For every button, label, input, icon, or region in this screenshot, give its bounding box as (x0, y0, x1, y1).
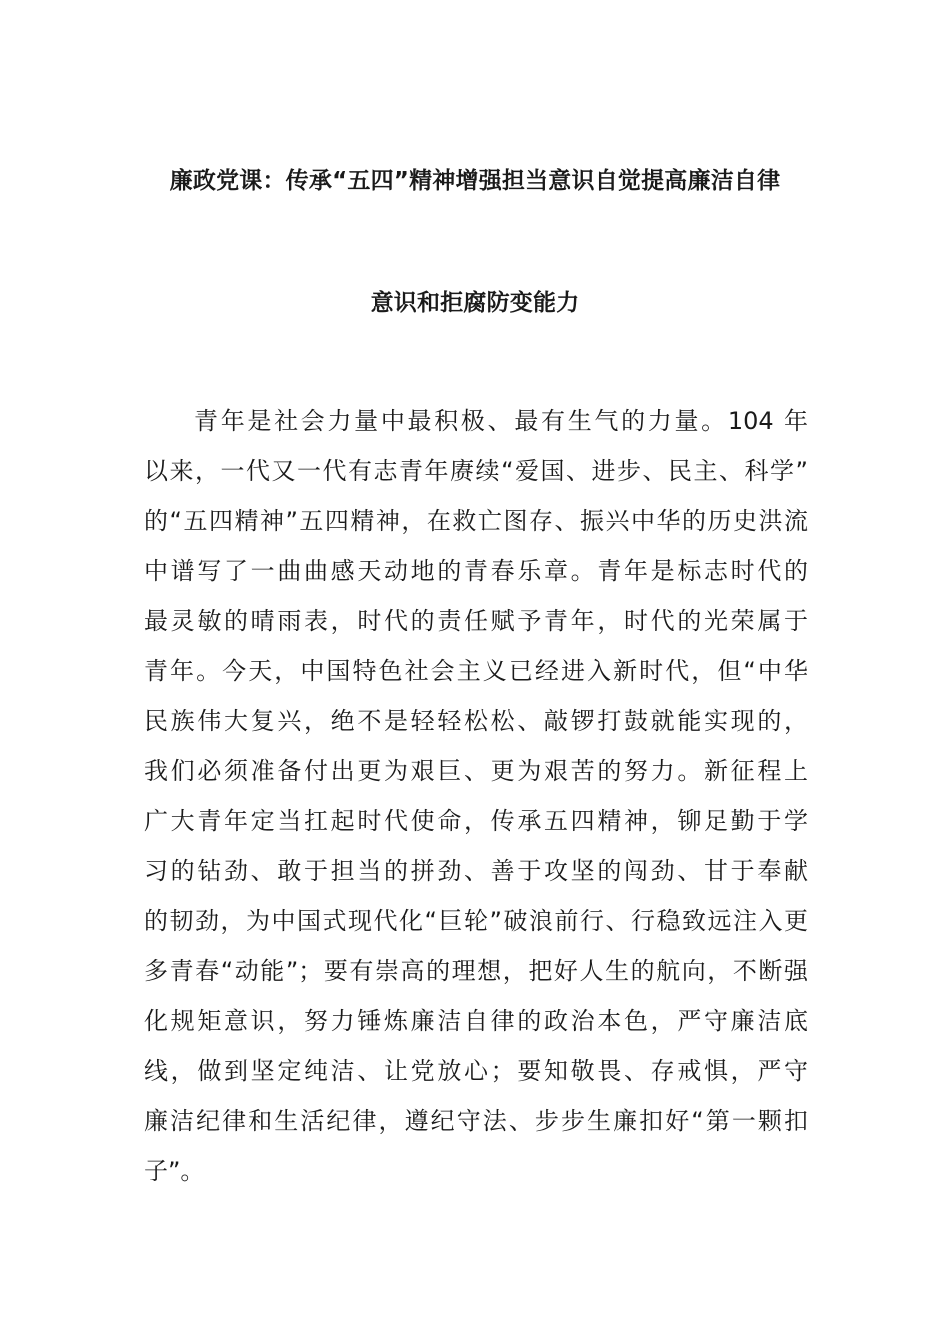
paragraph-line: 青年。今天，中国特色社会主义已经进入新时代，但“中华 (144, 657, 808, 685)
paragraph-line: 的“五四精神”五四精神，在救亡图存、振兴中华的历史洪流 (144, 507, 808, 535)
document-title-line-2: 意识和拒腐防变能力 (370, 290, 580, 316)
paragraph-line: 广大青年定当扛起时代使命，传承五四精神，铆足勤于学 (144, 807, 808, 835)
paragraph-line: 化规矩意识，努力锤炼廉洁自律的政治本色，严守廉洁底 (144, 1007, 808, 1035)
document-title-line-1: 廉政党课：传承“五四”精神增强担当意识自觉提高廉洁自律 (169, 168, 781, 194)
paragraph-line: 廉洁纪律和生活纪律，遵纪守法、步步生廉扣好“第一颗扣 (144, 1107, 808, 1135)
paragraph-line: 民族伟大复兴，绝不是轻轻松松、敲锣打鼓就能实现的， (144, 707, 808, 735)
body-paragraph (144, 402, 808, 1202)
paragraph-line: 习的钻劲、敢于担当的拼劲、善于攻坚的闯劲、甘于奉献 (144, 857, 808, 885)
paragraph-line: 线，做到坚定纯洁、让党放心；要知敬畏、存戒惧，严守 (144, 1057, 808, 1085)
paragraph-line: 以来，一代又一代有志青年赓续“爱国、进步、民主、科学” (144, 457, 808, 485)
paragraph-line: 中谱写了一曲曲感天动地的青春乐章。青年是标志时代的 (144, 557, 808, 585)
paragraph-line: 最灵敏的晴雨表，时代的责任赋予青年，时代的光荣属于 (144, 607, 808, 635)
paragraph-line: 的韧劲，为中国式现代化“巨轮”破浪前行、行稳致远注入更 (144, 907, 808, 935)
paragraph-line: 多青春“动能”；要有崇高的理想，把好人生的航向，不断强 (144, 957, 808, 985)
paragraph-line: 青年是社会力量中最积极、最有生气的力量。104 年 (194, 407, 808, 435)
paragraph-line: 子”。 (144, 1157, 205, 1185)
paragraph-line: 我们必须准备付出更为艰巨、更为艰苦的努力。新征程上 (144, 757, 808, 785)
